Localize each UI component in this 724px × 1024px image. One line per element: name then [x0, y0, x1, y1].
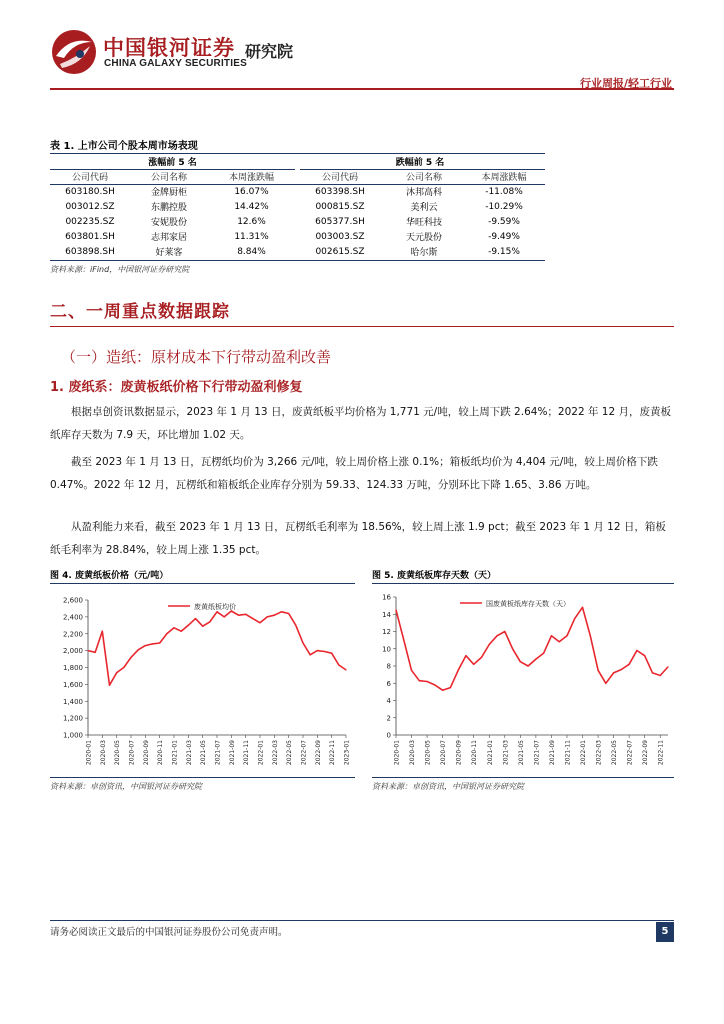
galaxy-logo-icon: [50, 28, 98, 76]
data-point: [667, 666, 668, 667]
data-point: [559, 641, 560, 642]
body-paragraph: 根据卓创资讯数据显示，2023 年 1 月 13 日，废黄纸板平均价格为 1,771 元/吨，较上周下跌 2.64%；2022 年 12 月，废黄板纸库存天数为 7.9 天，环比增加 1.02 天。: [50, 406, 672, 441]
x-tick-label: 2022-11: [657, 740, 665, 766]
data-point: [605, 683, 606, 684]
table-cell: 美利云: [410, 203, 438, 213]
y-tick-label: 1,800: [62, 664, 83, 672]
table-cell: -9.59%: [488, 216, 520, 227]
table-cell: 8.84%: [237, 246, 266, 257]
data-point: [181, 631, 182, 632]
x-tick-label: 2020-03: [409, 740, 417, 766]
chart-waste-paper-price: [50, 585, 355, 775]
y-tick-label: 1,400: [62, 697, 83, 706]
x-tick-label: 2022-07: [300, 740, 308, 766]
data-point: [267, 616, 268, 617]
body-paragraph: 截至 2023 年 1 月 13 日，瓦楞纸均价为 3,266 元/吨，较上周价格上涨 0.1%；箱板纸均价为 4,404 元/吨，较上周价格下跌 0.47%。2022 年 12 月，瓦楞纸和箱板纸企业库存分别为 59.33、124.33 万吨，分别环比下降 1.65、3.86 万吨。: [50, 456, 658, 491]
x-tick-label: 2020-07: [440, 740, 448, 766]
table-title: 表 1. 上市公司个股本周市场表现: [50, 141, 198, 152]
data-point: [395, 609, 396, 610]
footer-divider: [50, 920, 674, 921]
y-tick-label: 1,600: [62, 680, 83, 689]
data-point: [252, 618, 253, 619]
x-tick-label: 2020-09: [455, 740, 463, 766]
data-point: [598, 670, 599, 671]
y-tick-label: 16: [382, 593, 391, 602]
institute-name: 研究院: [245, 42, 294, 61]
data-point: [123, 667, 124, 668]
report-type: 行业周报/轻工行业: [579, 77, 672, 90]
table-cell: 14.42%: [234, 201, 269, 212]
data-point: [574, 618, 575, 619]
brand-name-cn: 中国银河证券: [103, 36, 235, 60]
table-cell: 603801.SH: [65, 231, 115, 242]
data-point: [87, 650, 88, 651]
data-point: [590, 635, 591, 636]
data-point: [216, 611, 217, 612]
table-cell: 东鹏控股: [150, 203, 187, 213]
table-cell: 华旺科技: [405, 218, 442, 228]
figure-rule: [372, 777, 674, 778]
figure-4-source: 资料来源：卓创资讯，中国银河证券研究院: [50, 782, 202, 791]
data-point: [345, 669, 346, 670]
table-cell: 002235.SZ: [65, 216, 115, 227]
data-point: [636, 650, 637, 651]
data-point: [288, 613, 289, 614]
table-cell: 603898.SH: [65, 246, 115, 257]
y-tick-label: 0: [386, 731, 391, 740]
table-cell: -11.08%: [485, 186, 523, 197]
table-rule-bottom: [50, 260, 545, 261]
data-point: [166, 633, 167, 634]
table-cell: 好莱客: [155, 248, 183, 258]
data-point: [520, 661, 521, 662]
y-tick-label: 2,200: [62, 630, 83, 639]
x-tick-label: 2020-01: [85, 740, 93, 766]
table-cell: 金牌厨柜: [150, 188, 187, 198]
data-point: [224, 616, 225, 617]
column-header: 本周涨跌幅: [228, 173, 274, 183]
data-point: [302, 642, 303, 643]
data-point: [331, 653, 332, 654]
x-tick-label: 2021-07: [214, 740, 222, 766]
data-point: [116, 672, 117, 673]
data-point: [566, 635, 567, 636]
x-tick-label: 2021-01: [486, 740, 494, 766]
table-cell: 003012.SZ: [65, 201, 115, 212]
gainers-header: 涨幅前 5 名: [148, 158, 197, 168]
column-header: 公司代码: [71, 173, 108, 183]
topic-heading: 1. 废纸系：废黄板纸价格下行带动盈利修复: [50, 380, 303, 395]
data-point: [481, 657, 482, 658]
x-tick-label: 2021-09: [228, 740, 236, 766]
section-heading: 二、一周重点数据跟踪: [50, 302, 230, 322]
data-point: [173, 627, 174, 628]
data-point: [238, 615, 239, 616]
body-paragraph: 从盈利能力来看，截至 2023 年 1 月 13 日，瓦楞纸毛利率为 18.56%，较上周上涨 1.9 pct；截至 2023 年 1 月 12 日，箱板纸毛利率为 28.84%，较上周上涨 1.35 pct。: [50, 521, 666, 556]
data-point: [582, 607, 583, 608]
data-point: [434, 684, 435, 685]
data-point: [259, 622, 260, 623]
data-point: [145, 645, 146, 646]
data-point: [152, 643, 153, 644]
chart-waste-paper-inventory: [372, 585, 674, 775]
data-point: [338, 664, 339, 665]
table-cell: 安妮股份: [150, 218, 187, 228]
data-point: [245, 614, 246, 615]
data-point: [281, 611, 282, 612]
data-point: [489, 644, 490, 645]
figure-rule: [50, 777, 355, 778]
table-row: [50, 184, 545, 199]
x-tick-label: 2020-09: [142, 740, 150, 766]
x-tick-label: 2023-01: [343, 740, 351, 766]
x-tick-label: 2021-11: [243, 740, 251, 766]
table-cell: 16.07%: [234, 186, 269, 197]
data-point: [317, 650, 318, 651]
x-tick-label: 2022-01: [257, 740, 265, 766]
series-line: [88, 611, 346, 685]
y-tick-label: 4: [386, 697, 391, 705]
y-tick-label: 2,000: [62, 647, 83, 656]
x-tick-label: 2020-07: [128, 740, 136, 766]
x-tick-label: 2021-11: [564, 740, 572, 766]
brand-name-en: CHINA GALAXY SECURITIES: [104, 58, 247, 69]
x-tick-label: 2020-03: [99, 740, 107, 766]
x-tick-label: 2022-03: [271, 740, 279, 766]
data-point: [465, 655, 466, 656]
data-point: [652, 672, 653, 673]
figure-rule: [50, 583, 355, 584]
x-tick-label: 2021-07: [533, 740, 541, 766]
column-header: 公司名称: [150, 173, 187, 183]
data-point: [528, 665, 529, 666]
page-number: 5: [656, 922, 674, 942]
data-point: [411, 670, 412, 671]
x-tick-label: 2021-03: [502, 740, 510, 766]
y-tick-label: 2,600: [62, 596, 83, 605]
x-tick-label: 2022-01: [580, 740, 588, 766]
x-tick-label: 2022-05: [286, 740, 294, 766]
table-cell: 12.6%: [237, 216, 266, 227]
data-point: [543, 653, 544, 654]
data-point: [621, 669, 622, 670]
y-tick-label: 12: [382, 628, 391, 636]
data-point: [188, 625, 189, 626]
table-cell: 天元股份: [405, 233, 442, 243]
data-point: [195, 618, 196, 619]
x-tick-label: 2021-05: [517, 740, 525, 766]
x-tick-label: 2022-05: [611, 740, 619, 766]
data-point: [95, 652, 96, 653]
data-point: [295, 625, 296, 626]
table-cell: 003003.SZ: [315, 231, 365, 242]
x-tick-label: 2022-07: [626, 740, 634, 766]
data-point: [613, 672, 614, 673]
x-tick-label: 2022-09: [642, 740, 650, 766]
data-point: [535, 659, 536, 660]
header-divider: [50, 88, 674, 90]
x-tick-label: 2022-09: [314, 740, 322, 766]
table-row: [50, 199, 545, 214]
x-tick-label: 2021-05: [200, 740, 208, 766]
data-point: [274, 615, 275, 616]
column-header: 公司代码: [321, 173, 358, 183]
data-point: [138, 649, 139, 650]
series-line: [396, 607, 668, 690]
disclaimer-text: 请务必阅读正文最后的中国银河证券股份公司免责声明。: [50, 927, 288, 938]
data-point: [202, 626, 203, 627]
data-point: [209, 621, 210, 622]
table-cell: 志邦家居: [150, 233, 187, 243]
figure-5-source: 资料来源：卓创资讯，中国银河证券研究院: [372, 782, 524, 791]
table-row: [50, 214, 545, 229]
column-header: 本周涨跌幅: [481, 173, 527, 183]
data-point: [130, 657, 131, 658]
data-point: [644, 655, 645, 656]
data-point: [419, 680, 420, 681]
x-tick-label: 2021-01: [171, 740, 179, 766]
table-cell: -9.15%: [488, 246, 520, 257]
table-cell: 002615.SZ: [315, 246, 365, 257]
data-point: [324, 651, 325, 652]
x-tick-label: 2021-09: [548, 740, 556, 766]
data-point: [109, 685, 110, 686]
x-tick-label: 2021-03: [185, 740, 193, 766]
figure-rule: [372, 583, 674, 584]
y-tick-label: 6: [386, 679, 391, 688]
data-point: [159, 642, 160, 643]
x-tick-label: 2020-05: [424, 740, 432, 766]
y-tick-label: 8: [386, 662, 391, 671]
figure-5-title: 图 5. 废黄纸板库存天数（天）: [372, 571, 496, 581]
x-tick-label: 2020-11: [157, 740, 165, 766]
table-cell: -9.49%: [488, 231, 520, 242]
table-cell: 603180.SH: [65, 186, 115, 197]
data-point: [403, 640, 404, 641]
data-point: [473, 664, 474, 665]
table-cell: -10.29%: [485, 201, 523, 212]
x-tick-label: 2022-11: [329, 740, 337, 766]
losers-header: 跌幅前 5 名: [395, 158, 445, 168]
subsection-heading: （一）造纸：原材成本下行带动盈利改善: [61, 348, 332, 366]
data-point: [450, 687, 451, 688]
stock-performance-table: [50, 154, 545, 259]
data-point: [504, 631, 505, 632]
table-cell: 603398.SH: [315, 186, 365, 197]
table-row: [50, 229, 545, 244]
data-point: [458, 670, 459, 671]
y-tick-label: 1,000: [62, 731, 83, 740]
table-cell: 605377.SH: [315, 216, 365, 227]
x-tick-label: 2020-11: [471, 740, 479, 766]
y-tick-label: 2,400: [62, 613, 83, 622]
legend-label: 国废黄板纸库存天数（天）: [486, 600, 570, 608]
table-row: [50, 244, 545, 259]
data-point: [442, 690, 443, 691]
data-point: [102, 631, 103, 632]
data-point: [512, 648, 513, 649]
table-source: 资料来源：iFind，中国银河证券研究院: [50, 265, 190, 274]
figure-4-title: 图 4. 废黄纸板价格（元/吨）: [50, 571, 169, 581]
data-point: [660, 675, 661, 676]
data-point: [310, 654, 311, 655]
data-point: [629, 664, 630, 665]
column-header: 公司名称: [405, 173, 442, 183]
table-cell: 哈尔斯: [410, 248, 438, 258]
y-tick-label: 2: [386, 714, 391, 723]
y-tick-label: 1,200: [62, 714, 83, 723]
legend-label: 废黄纸板均价: [194, 603, 236, 611]
data-point: [427, 681, 428, 682]
table-cell: 000815.SZ: [315, 201, 365, 212]
data-point: [496, 635, 497, 636]
section-divider: [50, 326, 674, 327]
y-tick-label: 10: [382, 645, 391, 654]
x-tick-label: 2022-03: [595, 740, 603, 766]
data-point: [551, 635, 552, 636]
x-tick-label: 2020-05: [114, 740, 122, 766]
table-cell: 沐邦高科: [405, 188, 442, 198]
x-tick-label: 2020-01: [393, 740, 401, 766]
table-cell: 11.31%: [234, 231, 269, 242]
y-tick-label: 14: [382, 610, 391, 619]
